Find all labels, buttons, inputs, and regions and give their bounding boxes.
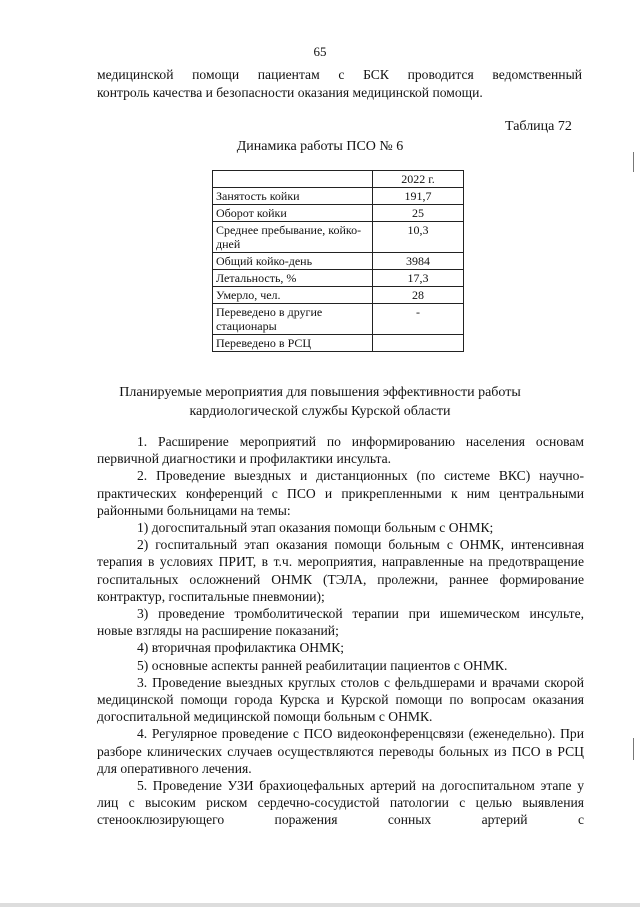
row-value: 10,3 bbox=[373, 222, 464, 253]
row-label: Среднее пребывание, койко-дней bbox=[213, 222, 373, 253]
table-title: Динамика работы ПСО № 6 bbox=[236, 139, 404, 154]
list-item: 2) госпитальный этап оказания помощи больным с ОНМК, интенсивная терапия в условиях ПРИТ, в т.ч. мероприятия, направленные на предотвращение госпитальных осложнений ОНМК (ТЭЛА, пролежни, раннее формирование контрактур, госпитальные пневмонии); bbox=[97, 537, 584, 604]
table-row bbox=[213, 304, 464, 335]
row-label: Переведено в другие стационары bbox=[213, 304, 373, 335]
intro-paragraph bbox=[97, 66, 582, 101]
row-value: 25 bbox=[373, 205, 464, 222]
row-label: Занятость койки bbox=[213, 188, 373, 205]
list-item: 3) проведение тромболитической терапии при ишемическом инсульте, новые взгляды на расширение показаний; bbox=[97, 606, 584, 639]
table-row bbox=[213, 205, 464, 222]
list-item: 1. Расширение мероприятий по информированию населения основам первичной диагностики и профилактики инсульта. bbox=[97, 434, 584, 467]
row-label: Оборот койки bbox=[213, 205, 373, 222]
list-item: 1) догоспитальный этап оказания помощи больным с ОНМК; bbox=[137, 520, 494, 536]
table-row bbox=[213, 335, 464, 352]
intro-line-1: медицинской помощи пациентам с БСК проводится ведомственный bbox=[97, 67, 582, 82]
row-value bbox=[373, 335, 464, 352]
table-row bbox=[213, 188, 464, 205]
measures-list bbox=[97, 433, 584, 829]
section-title-line-1: Планируемые мероприятия для повышения эффективности работы bbox=[119, 385, 521, 400]
row-label: Общий койко-день bbox=[213, 253, 373, 270]
table-row bbox=[213, 222, 464, 253]
table-header-empty bbox=[213, 171, 373, 188]
page-number: 65 bbox=[313, 44, 327, 59]
table-header-year: 2022 г. bbox=[373, 171, 464, 188]
list-item: 5. Проведение УЗИ брахиоцефальных артерий на догоспитальном этапе у лиц с высоким риском сердечно-сосудистой патологии с целью выявления стенооклюзирующего поражения сонных артерий с bbox=[97, 778, 584, 828]
table-row bbox=[213, 253, 464, 270]
row-value: 28 bbox=[373, 287, 464, 304]
data-table bbox=[212, 170, 464, 352]
list-item: 3. Проведение выездных круглых столов с фельдшерами и врачами скорой медицинской помощи города Курска и Курской помощи по вопросам оказания догоспитальной медицинской помощи больным с ОНМК. bbox=[97, 674, 584, 725]
section-title bbox=[0, 383, 640, 421]
list-item: 4) вторичная профилактика ОНМК; bbox=[137, 640, 345, 656]
row-label: Умерло, чел. bbox=[213, 287, 373, 304]
table-header-row bbox=[213, 171, 464, 188]
list-item: 2. Проведение выездных и дистанционных (по системе ВКС) научно-практических конференций с ПСО и прикрепленными к ним центральными районными больницами на темы: bbox=[97, 468, 584, 518]
row-label: Летальность, % bbox=[213, 270, 373, 287]
row-value: 17,3 bbox=[373, 270, 464, 287]
intro-line-2: контроль качества и безопасности оказания медицинской помощи. bbox=[97, 84, 483, 100]
row-value: 191,7 bbox=[373, 188, 464, 205]
table-label: Таблица 72 bbox=[505, 119, 572, 134]
list-item: 4. Регулярное проведение с ПСО видеоконференцсвязи (еженедельно). При разборе клинических случаев осуществляются переводы больных из ПСО в РСЦ для оперативного лечения. bbox=[97, 726, 584, 776]
row-value: - bbox=[373, 304, 464, 335]
scan-margin-mark bbox=[633, 152, 634, 172]
table-row bbox=[213, 287, 464, 304]
scan-margin-mark bbox=[633, 738, 634, 760]
section-title-line-2: кардиологической службы Курской области bbox=[189, 404, 451, 419]
row-value: 3984 bbox=[373, 253, 464, 270]
row-label: Переведено в РСЦ bbox=[213, 335, 373, 352]
scan-bottom-edge bbox=[0, 903, 640, 907]
list-item: 5) основные аспекты ранней реабилитации пациентов с ОНМК. bbox=[137, 657, 508, 673]
table-row bbox=[213, 270, 464, 287]
